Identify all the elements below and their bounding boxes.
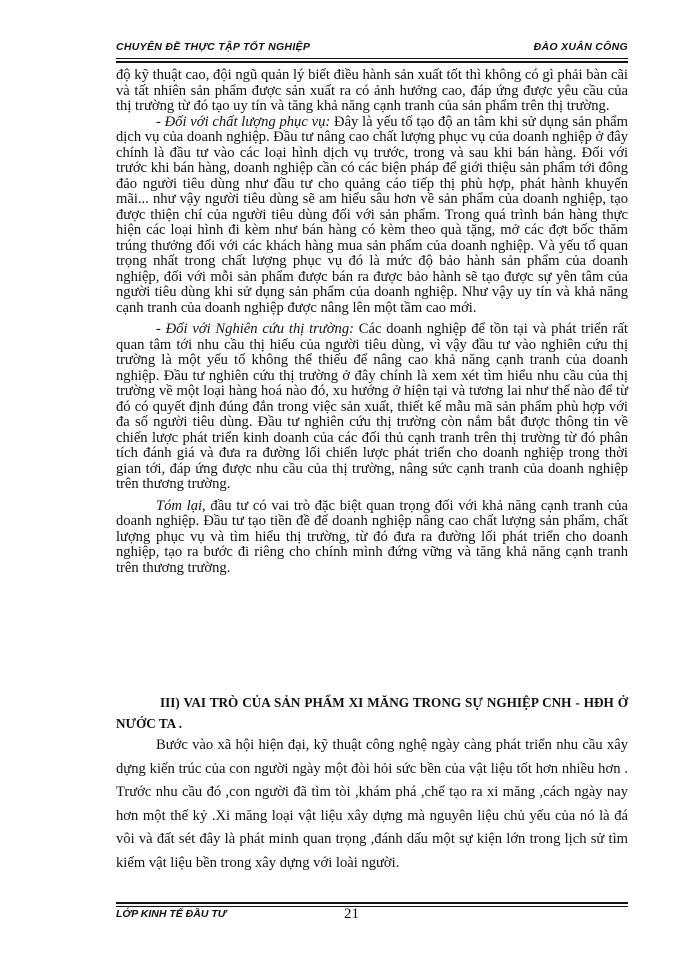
market-research-text: Các doanh nghiệp để tồn tại và phát triển rất quan tâm tới nhu cầu thị hiếu của người tiêu dùng, vì vậy đầu tư vào nghiên cứu thị trường là một yếu tố không thể thiếu để nâng cao khả năng cạnh tranh của doanh nghiệp. Đầu tư nghiên cứu thị trường ở đây chính là xem xét tìm hiểu nhu cầu của thị trường về một loại hàng hoá nào đó, xu hướng ở hiện tại và tương lai như thế nào để từ đó có quyết định đúng đắn trong việc sản xuất, thiết kế mẫu mã sản phẩm phù hợp với đa số người tiêu dùng. Đầu tư nghiên cứu thị trường còn nắm bắt được thông tin về chiến lược phát triển kinh doanh của các đối thủ cạnh tranh trên thị trường từ đó phân tích đánh giá và đưa ra đường lối chiến lược phát triển cho doanh nghiệp trong thời gian tới, đáp ứng được nhu cầu của thị trường, nâng sức cạnh tranh của doanh nghiệp trên thương trường. <box>116 321 628 492</box>
page-number: 21 <box>344 906 359 922</box>
section-body <box>116 734 628 875</box>
footer-rule-thick <box>116 902 628 904</box>
market-research-label: - Đối với Nghiên cứu thị trường: <box>156 321 355 337</box>
header-author: ĐÀO XUÂN CÔNG <box>533 41 628 53</box>
summary-text: đầu tư có vai trò đặc biệt quan trọng đối với khả năng cạnh tranh của doanh nghiệp. Đầu tư tạo tiền đề để doanh nghiệp nâng cao chất lượng sản phẩm, chất lượng phục vụ và tìm hiểu thị trường, từ đó đưa ra đường lối phát triển cho doanh nghiệp, tạo ra bước đi riêng cho chính mình đứng vững và tăng khả năng cạnh tranh trên thương trường. <box>116 497 629 576</box>
header-rule-thick <box>116 61 628 63</box>
service-quality-text: Đây là yếu tố tạo độ an tâm khi sử dụng sản phẩm dịch vụ của doanh nghiệp. Đầu tư nâng cao chất lượng phục vụ của doanh nghiệp ở đây chính là đầu tư vào các loại hình dịch vụ trước, trong và sau khi bán hàng. Đối với trước khi bán hàng, doanh nghiệp cần có các biện pháp để giới thiệu sản phẩm tới đông đảo người tiêu dùng như đầu tư cho quảng cáo tiếp thị phù hợp, phát hành khuyến mãi... như vậy người tiêu dùng sẽ am hiểu sâu hơn về sản phẩm của doanh nghiệp, tạo được thiện chí của người tiêu dùng đối với sản phẩm. Trong quá trình bán hàng thực hiện các loại hình đi kèm như bán hàng có kèm theo quà tặng, mở các đợt bốc thăm trúng thưởng đối với các khách hàng mua sản phẩm của doanh nghiệp. Và yếu tố quan trọng nhất trong chất lượng phục vụ đó là mức độ bảo hành sản phẩm của doanh nghiệp, đối với mỗi sản phẩm được bán ra được bảo hành sẽ tạo được sự yên tâm của người tiêu dùng khi sử dụng sản phẩm của doanh nghiệp. Như vậy uy tín và khả năng cạnh tranh của doanh nghiệp được nâng lên một tầm cao mới. <box>116 113 628 316</box>
header-rule-thin <box>116 58 628 59</box>
service-quality-label: - Đối với chất lượng phục vụ: <box>156 113 331 130</box>
header-title: CHUYÊN ĐỀ THỰC TẬP TỐT NGHIỆP <box>116 41 311 53</box>
running-header <box>116 41 628 57</box>
footer-class-name: LỚP KINH TẾ ĐẦU TƯ <box>116 908 227 920</box>
summary-label: Tóm lại, <box>156 497 206 514</box>
body-text <box>116 68 628 576</box>
paragraph-summary <box>116 499 628 577</box>
paragraph-cement: Bước vào xã hội hiện đại, kỹ thuật công nghệ ngày càng phát triển nhu cầu xây dựng kiến trúc của con người ngày một đòi hỏi sức bền của vật liệu tốt hơn nhiều hơn . Trước nhu cầu đó ,con người đã tìm tòi ,khám phá ,chế tạo ra xi măng ,cách ngày nay hơn một thế kỷ .Xi măng loại vật liệu xây dựng mà nguyên liệu chủ yếu của nó là đá vôi và đất sét đây là phát minh quan trọng ,đánh dấu một sự kiện lớn trong lịch sử tìm kiếm vật liệu bền trong xây dựng với loài người. <box>116 737 628 871</box>
paragraph-market-research <box>116 322 628 493</box>
paragraph-service-quality <box>116 115 628 317</box>
section-heading: III) VAI TRÒ CỦA SẢN PHẨM XI MĂNG TRONG SỰ NGHIỆP CNH - HĐH Ở NƯỚC TA . <box>116 695 628 731</box>
running-footer <box>116 906 628 924</box>
paragraph-intro: độ kỹ thuật cao, đội ngũ quản lý biết điều hành sản xuất tốt thì không có gì phải bàn cãi và tất nhiên sản phẩm được sản xuất ra có ảnh hưởng cao, đáp ứng được yêu cầu của thị trường từ đó tạo uy tín và tăng khả năng cạnh tranh của sản phẩm trên thị trường. <box>116 67 628 114</box>
